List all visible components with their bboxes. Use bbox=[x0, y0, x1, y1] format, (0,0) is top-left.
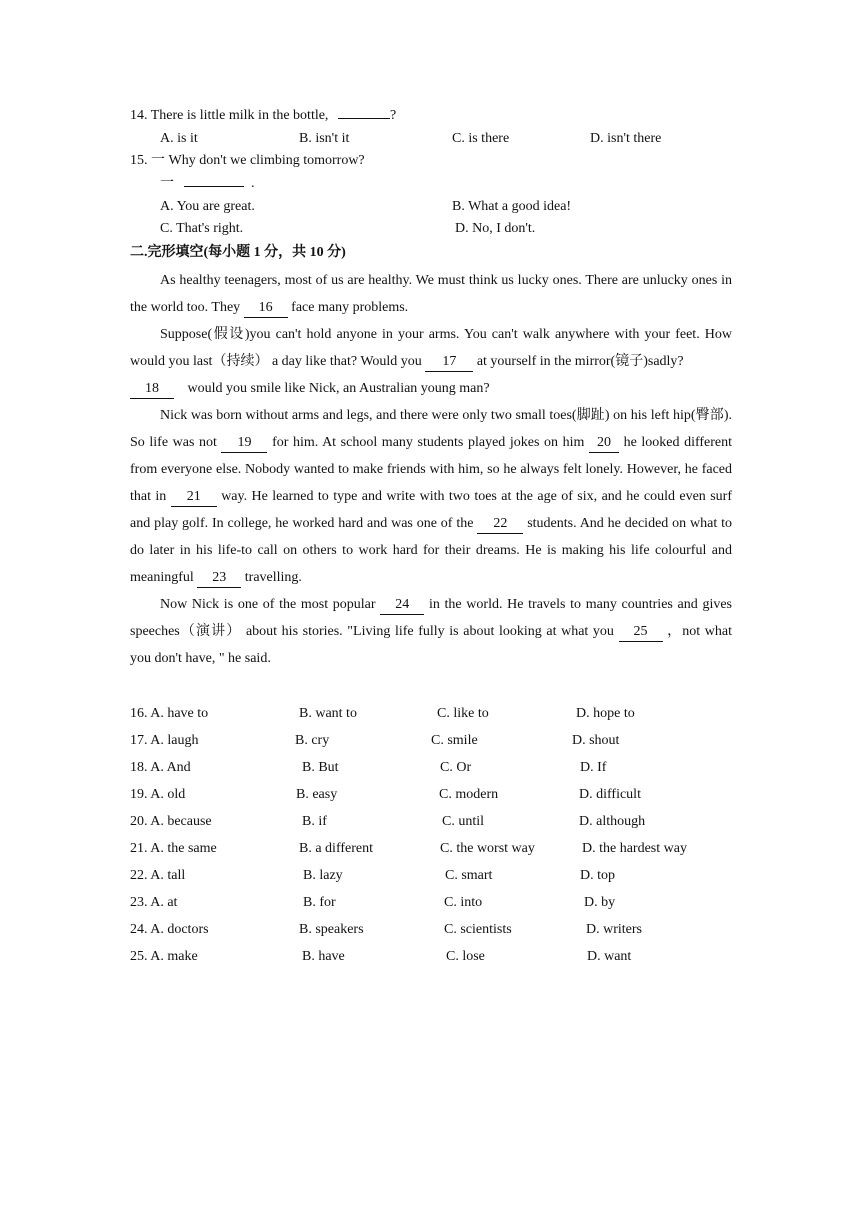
choice-option-a: 24. A. doctors bbox=[130, 922, 209, 937]
choice-option-b: B. lazy bbox=[303, 868, 343, 883]
q15-option-d: D. No, I don't. bbox=[455, 221, 536, 236]
passage-paragraph-1 bbox=[130, 267, 732, 321]
passage-text: ，not what you don't have, " he said. bbox=[130, 624, 733, 666]
passage-text: would you smile like Nick, an Australian young man? bbox=[187, 381, 490, 396]
choice-option-d: D. top bbox=[580, 868, 615, 883]
q14-option-a: A. is it bbox=[160, 131, 198, 146]
choice-option-c: C. until bbox=[442, 814, 485, 829]
choice-option-d: D. writers bbox=[586, 922, 642, 937]
choice-option-b: B. a different bbox=[299, 841, 373, 856]
choice-option-d: D. difficult bbox=[579, 787, 641, 802]
question-15-blank bbox=[184, 186, 244, 187]
choice-option-a: 17. A. laugh bbox=[130, 733, 199, 748]
passage-text: for him. At school many students played jokes on him bbox=[272, 435, 585, 450]
question-15-stem: 15. 一 Why don't we climbing tomorrow? bbox=[130, 153, 365, 168]
choice-option-c: C. modern bbox=[439, 787, 499, 802]
q14-option-c: C. is there bbox=[452, 131, 510, 146]
blank-16: 16 bbox=[244, 299, 288, 318]
choice-option-b: B. for bbox=[303, 895, 336, 910]
blank-25: 25 bbox=[619, 623, 663, 642]
passage-paragraph-5 bbox=[130, 591, 732, 672]
passage-text: As healthy teenagers, most of us are healthy. We must think us lucky ones. There are unlucky ones in the world too. They bbox=[130, 273, 732, 315]
choice-option-c: C. scientists bbox=[444, 922, 512, 937]
question-15-end: . bbox=[251, 176, 255, 191]
choice-option-c: C. into bbox=[444, 895, 483, 910]
dash-mark: 一 bbox=[160, 176, 174, 191]
passage-text: at yourself in the mirror(镜子)sadly? bbox=[476, 354, 684, 369]
choice-option-a: 20. A. because bbox=[130, 814, 212, 829]
choice-option-d: D. hope to bbox=[576, 706, 635, 721]
q15-option-a: A. You are great. bbox=[160, 199, 255, 214]
q15-option-b: B. What a good idea! bbox=[452, 199, 572, 214]
choice-option-d: D. shout bbox=[572, 733, 620, 748]
choice-option-c: C. lose bbox=[446, 949, 485, 964]
passage-text: way. He learned to type and write with two toes at the age of six, and he could even surf and play golf. In college, he worked hard and was one of the bbox=[130, 489, 733, 531]
passage-text: travelling. bbox=[244, 570, 302, 585]
choice-option-b: B. want to bbox=[299, 706, 357, 721]
blank-23: 23 bbox=[197, 569, 241, 588]
choice-option-c: C. smile bbox=[431, 733, 478, 748]
blank-21: 21 bbox=[171, 488, 217, 507]
blank-20: 20 bbox=[589, 434, 619, 453]
section-2-title: 二.完形填空(每小题 1 分，共 10 分) bbox=[130, 245, 346, 260]
choice-option-c: C. the worst way bbox=[440, 841, 535, 856]
choice-option-c: C. like to bbox=[437, 706, 489, 721]
q14-option-b: B. isn't it bbox=[299, 131, 350, 146]
q15-option-c: C. That's right. bbox=[160, 221, 244, 236]
question-14-blank bbox=[338, 118, 390, 119]
choice-option-b: B. But bbox=[302, 760, 339, 775]
passage-paragraph-3 bbox=[130, 375, 732, 402]
choice-option-a: 19. A. old bbox=[130, 787, 186, 802]
question-14-stem bbox=[130, 107, 396, 125]
passage-text: students. And he decided on what to do later in his life-to call on others to work hard for their dreams. He is making his life colourful and meaningful bbox=[130, 516, 733, 585]
choice-option-a: 18. A. And bbox=[130, 760, 191, 775]
passage-text: in the world. He travels to many countries and gives speeches（演讲） about his stories. "Living life fully is about looking at what you bbox=[130, 597, 732, 639]
passage-text: Now Nick is one of the most popular bbox=[160, 597, 376, 612]
choice-option-d: D. although bbox=[579, 814, 646, 829]
blank-17: 17 bbox=[425, 353, 473, 372]
passage-paragraph-2 bbox=[130, 321, 732, 375]
cloze-passage bbox=[130, 267, 732, 672]
passage-text: Suppose(假设)you can't hold anyone in your arms. You can't walk anywhere with your feet. How would you last（持续） a day like that? Would you bbox=[130, 327, 732, 369]
passage-paragraph-4 bbox=[130, 402, 732, 591]
question-15-answer-line bbox=[160, 175, 255, 193]
q14-option-d: D. isn't there bbox=[590, 131, 662, 146]
blank-19: 19 bbox=[221, 434, 267, 453]
passage-text: Nick was born without arms and legs, and there were only two small toes(脚趾) on his left hip(臀部). So life was not bbox=[130, 408, 732, 450]
blank-24: 24 bbox=[380, 596, 424, 615]
passage-text: face many problems. bbox=[291, 300, 409, 315]
blank-22: 22 bbox=[477, 515, 523, 534]
choice-option-b: B. speakers bbox=[299, 922, 364, 937]
choice-option-d: D. by bbox=[584, 895, 616, 910]
blank-18: 18 bbox=[130, 380, 174, 399]
choice-option-a: 25. A. make bbox=[130, 949, 198, 964]
question-14-text: 14. There is little milk in the bottle, bbox=[130, 108, 329, 123]
choice-option-d: D. the hardest way bbox=[582, 841, 687, 856]
passage-text: he looked different from everyone else. Nobody wanted to make friends with him, so he always felt lonely. However, he faced that in bbox=[130, 435, 733, 504]
choice-option-a: 23. A. at bbox=[130, 895, 178, 910]
choice-option-c: C. Or bbox=[440, 760, 472, 775]
choice-option-d: D. If bbox=[580, 760, 607, 775]
choice-option-b: B. easy bbox=[296, 787, 338, 802]
choice-option-b: B. have bbox=[302, 949, 345, 964]
choice-option-c: C. smart bbox=[445, 868, 493, 883]
choice-option-a: 22. A. tall bbox=[130, 868, 186, 883]
choice-option-a: 21. A. the same bbox=[130, 841, 217, 856]
choice-option-b: B. if bbox=[302, 814, 327, 829]
question-14-end: ? bbox=[389, 108, 397, 123]
choice-option-d: D. want bbox=[587, 949, 632, 964]
choice-option-b: B. cry bbox=[295, 733, 330, 748]
choice-option-a: 16. A. have to bbox=[130, 706, 209, 721]
